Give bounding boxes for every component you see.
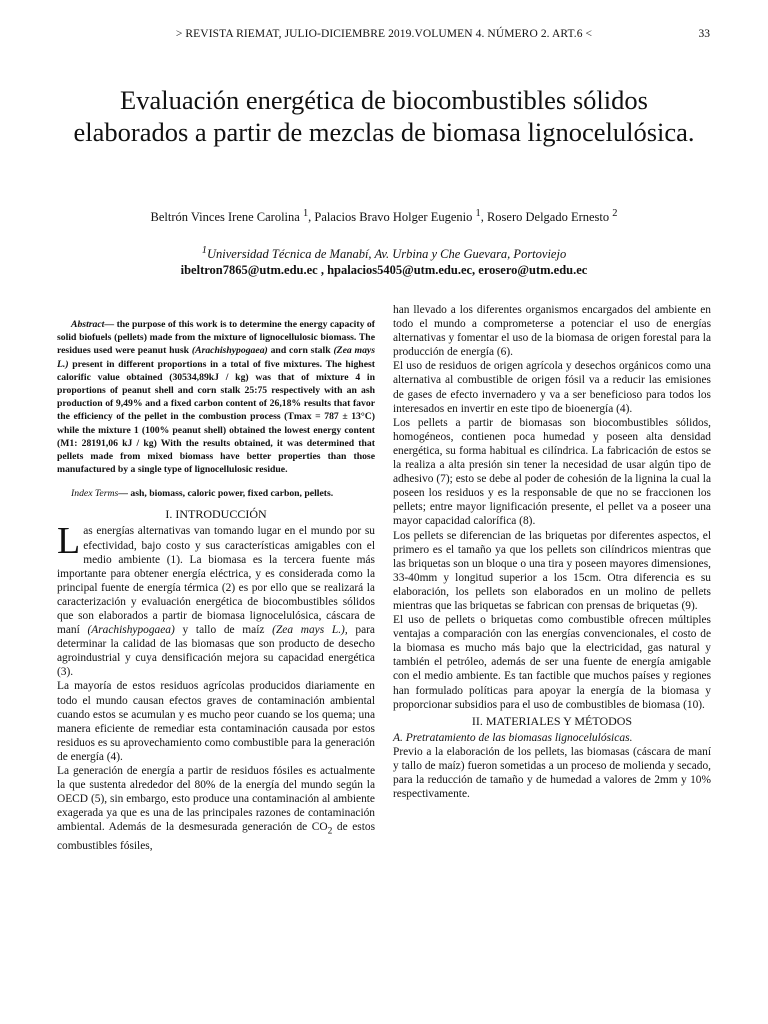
running-header: > REVISTA RIEMAT, JULIO-DICIEMBRE 2019.VOLUMEN 4. NÚMERO 2. ART.6 < (175, 28, 593, 40)
index-terms: Index Terms— ash, biomass, caloric power, fixed carbon, pellets. (71, 488, 334, 500)
body-paragraph: La generación de energía a partir de residuos fósiles es actualmente la que sustenta alrededor del 80% de la energía del mundo según la OECD (5), sin embargo, esto produce una contaminación al ambiente exagerada ya que es una de las principales razones de contaminación ambiental. Además de la desmesurada generación de $CO_2$ de estos combustibles fósiles, (57, 765, 375, 852)
paper-title: Evaluación energética de biocombustibles sólidos elaborados a partir de mezclas de biomasa lignocelulósica. (73, 85, 695, 147)
index-terms-label: Index Terms (71, 488, 119, 500)
abstract-label: Abstract (71, 319, 105, 330)
species-name: (Zea mays L.) (57, 345, 375, 370)
right-column (393, 303, 711, 801)
body-paragraph: El uso de pellets o briquetas como combustible ofrecen múltiples ventajas a comparación con las energías convencionales, el costo de la biomasa es mucho más bajo que la electricidad, gas natural y también el petróleo, además de ser una fuente de energía amigable con el medio ambiente. Es tan factible que muchos países y regiones han formulado políticas para apoyar la energía de la biomasa y proporcionar subsidios para el uso de combustibles de biomasa (10). (393, 614, 711, 711)
section-heading-introduccion: I. INTRODUCCIÓN (165, 507, 267, 522)
author-name: Rosero Delgado Ernesto (486, 210, 610, 225)
author-affiliation-mark: 1 (475, 208, 481, 219)
author-emails: ibeltron7865@utm.edu.ec , hpalacios5405@utm.edu.ec, erosero@utm.edu.ec (180, 263, 588, 277)
intro-paragraph: Las energías alternativas van tomando lugar en el mundo por su efectividad, bajo costo y sus características amigables con el medio ambiente (1). La biomasa es la tercera fuente más importante para obtener energía eléctrica, y es considerada como la principal fuente de energía térmica (2) es por ello que se realizará la caracterización y evaluación energética de biocombustibles sólidos que son elaborados a partir de biomasa lignocelulósica, cáscara de maní (Arachishypogaea) y tallo de maíz (Zea mays L.), para determinar la calidad de las biomasas que son producto de desecho agroindustrial y cuya densificación mejora su capacidad energética (3). (57, 520, 375, 679)
affiliation-text: Universidad Técnica de Manabí, Av. Urbina y Che Guevara, Portoviejo (207, 247, 567, 262)
author-name: Beltrón Vinces Irene Carolina (150, 210, 300, 225)
body-paragraph: La mayoría de estos residuos agrícolas producidos diariamente en todo el mundo causan efectos graves de contaminación ambiental cuando estos se acumulan y es mucho peor cuando se los quema; una manera eficiente de remediar esta contaminación causada por estos residuos es su aprovechamiento como combustible para la generación de energía (4). (57, 680, 375, 763)
body-paragraph: Los pellets a partir de biomasas son biocombustibles sólidos, homogéneos, contienen poca humedad y poseen alta densidad energética, su forma habitual es cilíndrica. La fabricación de estos se la realiza a alta presión sin tener la necesidad de usar algún tipo de adhesivo (7); esto se debe al poder de cohesión de la lignina la cual la poseen los residuos y es la responsable de que no se fraccionen los pellets; entre mayor lignificación presente, el pellet va a poseer una mayor capacidad calorífica (8). (393, 416, 711, 528)
author-affiliation-mark: 1 (302, 208, 309, 219)
left-column (57, 318, 375, 853)
body-paragraph: Los pellets se diferencian de las briquetas por diferentes aspectos, el primero es el tamaño ya que los pellets son cilíndricos mientras que las briquetas son un bloque o una tira y poseen mayores dimensiones, 33-40mm y longitud superior a los 15cm. Otra diferencia es su elaboración, los pellets son elaborados en un molino de pellets mientras que las briquetas se fabrican con prensas de briquetas (9). (393, 529, 711, 612)
page-number: 33 (698, 28, 710, 40)
subsection-heading: A. Pretratamiento de las biomasas lignocelulósicas. (393, 731, 633, 744)
body-paragraph: han llevado a los diferentes organismos encargados del ambiente en todo el mundo a comprometerse a potenciar el uso de energías alternativas y fomentar el uso de la biomasa de origen forestal para la producción de energía (6). (393, 304, 711, 359)
body-paragraph: Previo a la elaboración de los pellets, las biomasas (cáscara de maní y tallo de maíz) fueron sometidas a un proceso de molienda y secado, para la reducción de tamaño y de humedad a valores de 2mm y 10% respectivamente. (393, 745, 711, 800)
body-paragraph: El uso de residuos de origen agrícola y desechos orgánicos como una alternativa al combustible de origen fósil va a reducir las emisiones de gases de efecto invernadero y va a ser beneficioso para todos los interesados en invertir en este tipo de bioenergía (4). (393, 360, 711, 415)
species-name: (Arachishypogaea) (191, 345, 268, 357)
section-heading-materiales: II. MATERIALES Y MÉTODOS (471, 713, 633, 728)
drop-cap: L (57, 520, 81, 563)
affiliation-mark: 1 (201, 245, 207, 256)
author-affiliation-mark: 2 (612, 208, 618, 219)
affiliation (0, 245, 768, 262)
abstract: Abstract— the purpose of this work is to determine the energy capacity of solid biofuels (pellets) made from the mixture of lignocellulosic biomass. The residues used were peanut husk (Arachishypogaea) and corn stalk (Zea mays L.) present in different proportions in a total of five mixtures. The highest calorific value obtained (30534,89kJ / kg) was that of mixture 4 in proportions of peanut shell and corn stalk 25:75 respectively with an ash production of 9,49% and a fixed carbon content of 26,18% results that favor the efficiency of the pellet in the combustion process (Tmax = 787 ± 13°C) while the mixture 1 (100% peanut shell) obtained the lowest energy content (M1: 28191,06 kJ / kg) With the results obtained, it was determined that pellets made from mixed biomass have better properties than those manufactured by a single type of lignocellulosic residue. (57, 319, 375, 476)
author-name: Palacios Bravo Holger Eugenio (314, 210, 473, 225)
author-list: Beltrón Vinces Irene Carolina $^1$, Palacios Bravo Holger Eugenio $^1$, Rosero Delgado Ernesto $^2$ (150, 208, 618, 225)
